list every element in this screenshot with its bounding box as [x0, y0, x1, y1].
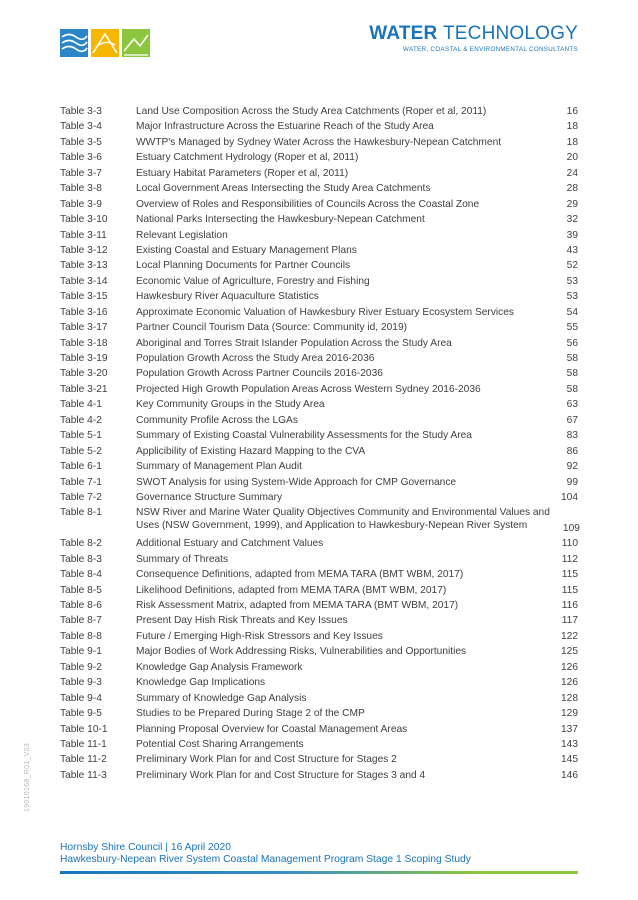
toc-entry-title: Overview of Roles and Responsibilities of Councils Across the Coastal Zone — [136, 198, 480, 210]
toc-entry-page: 18 — [566, 121, 578, 133]
toc-entry[interactable] — [60, 228, 578, 243]
toc-entry-page: 58 — [566, 353, 578, 364]
toc-entry[interactable] — [60, 119, 578, 134]
toc-entry[interactable] — [60, 305, 578, 320]
toc-entry-title: Additional Estuary and Catchment Values — [136, 538, 324, 550]
toc-entry-number: Table 3-5 — [60, 136, 102, 148]
toc-entry[interactable] — [60, 243, 578, 258]
toc-entry-page: 146 — [561, 769, 578, 781]
toc-entry-title-line: Uses (NSW Government, 1999), and Application to Hawkesbury-Nepean River System — [136, 520, 528, 532]
toc-entry-page: 20 — [566, 152, 578, 164]
toc-entry-number: Table 9-1 — [60, 646, 102, 658]
toc-entry[interactable] — [60, 552, 578, 567]
toc-entry-page: 125 — [561, 646, 578, 658]
toc-entry[interactable] — [60, 768, 578, 783]
toc-entry[interactable] — [60, 475, 578, 490]
toc-entry-number: Table 8-1 — [60, 507, 102, 519]
toc-entry-number: Table 3-12 — [60, 244, 108, 256]
toc-entry-title: Preliminary Work Plan for and Cost Structure for Stages 2 — [136, 754, 397, 766]
toc-entry-number: Table 9-5 — [60, 708, 102, 720]
toc-entry-number: Table 4-1 — [60, 399, 102, 411]
toc-entry[interactable] — [60, 428, 578, 443]
toc-entry-number: Table 9-4 — [60, 692, 102, 704]
toc-entry-number: Table 3-9 — [60, 198, 102, 210]
toc-entry-page: 92 — [566, 461, 578, 473]
toc-entry-title: Major Infrastructure Across the Estuarine Reach of the Study Area — [136, 121, 434, 133]
toc-entry-title: Studies to be Prepared During Stage 2 of the CMP — [136, 708, 365, 720]
toc-entry-title: Consequence Definitions, adapted from MEMA TARA (BMT WBM, 2017) — [136, 569, 464, 581]
logo-tile-blue — [60, 29, 88, 57]
toc-entry-page: 99 — [566, 476, 578, 488]
toc-entry[interactable] — [60, 644, 578, 659]
toc-entry-number: Table 3-13 — [60, 260, 108, 272]
toc-entry[interactable] — [60, 675, 578, 690]
toc-entry-title — [136, 505, 550, 532]
toc-entry-title: Major Bodies of Work Addressing Risks, Vulnerabilities and Opportunities — [136, 646, 467, 658]
toc-entry[interactable] — [60, 490, 578, 505]
toc-entry-title: WWTP's Managed by Sydney Water Across the Hawkesbury-Nepean Catchment — [136, 136, 502, 148]
toc-entry[interactable] — [60, 351, 578, 366]
toc-entry-title: Population Growth Across Partner Councils 2016-2036 — [136, 368, 383, 380]
toc-entry-page: 32 — [566, 214, 578, 226]
toc-entry-page: 54 — [566, 306, 578, 318]
toc-entry-title: Preliminary Work Plan for and Cost Structure for Stages 3 and 4 — [136, 769, 426, 781]
page-footer — [60, 842, 471, 866]
toc-entry-page: 104 — [561, 491, 578, 503]
toc-entry-title: Local Planning Documents for Partner Councils — [136, 260, 351, 272]
toc-entry-page: 110 — [561, 538, 578, 550]
toc-entry-number: Table 11-3 — [60, 769, 107, 781]
toc-entry-title: Key Community Groups in the Study Area — [136, 399, 325, 411]
toc-entry-page: 24 — [566, 167, 578, 179]
toc-entry-title: Planning Proposal Overview for Coastal Management Areas — [136, 723, 408, 735]
brand-wordmark — [369, 24, 578, 53]
toc-entry-title: Population Growth Across the Study Area 2016-2036 — [136, 353, 375, 364]
toc-entry[interactable] — [60, 706, 578, 721]
brand-name-bold: WATER — [369, 23, 438, 44]
toc-entry-page: 115 — [561, 584, 578, 596]
toc-entry-title: Estuary Catchment Hydrology (Roper et al, 2011) — [136, 152, 359, 164]
toc-entry[interactable] — [60, 660, 578, 675]
toc-entry-page: 116 — [561, 600, 578, 612]
toc-entry-title: Relevant Legislation — [136, 229, 228, 241]
toc-entry[interactable] — [60, 135, 578, 150]
toc-entry-title: Summary of Knowledge Gap Analysis — [136, 692, 307, 704]
toc-entry-title: Projected High Growth Population Areas Across Western Sydney 2016-2036 — [136, 383, 481, 395]
toc-entry-number: Table 8-8 — [60, 630, 102, 642]
toc-entry[interactable] — [60, 505, 578, 536]
toc-entry-number: Table 8-2 — [60, 538, 102, 550]
toc-entry-title: National Parks Intersecting the Hawkesbury-Nepean Catchment — [136, 214, 425, 226]
toc-entry-number: Table 7-1 — [60, 476, 102, 488]
toc-entry[interactable] — [60, 197, 578, 212]
toc-entry[interactable] — [60, 166, 578, 181]
toc-entry-page: 29 — [566, 198, 578, 210]
toc-entry-number: Table 3-16 — [60, 306, 108, 318]
toc-entry-number: Table 5-1 — [60, 430, 102, 442]
toc-entry-title: Potential Cost Sharing Arrangements — [136, 738, 304, 750]
toc-entry-title: Local Government Areas Intersecting the Study Area Catchments — [136, 183, 431, 195]
toc-entry[interactable] — [60, 536, 578, 551]
toc-entry[interactable] — [60, 397, 578, 412]
toc-entry-number: Table 8-6 — [60, 600, 102, 612]
toc-entry[interactable] — [60, 336, 578, 351]
toc-entry-number: Table 8-4 — [60, 569, 102, 581]
toc-entry-title: Existing Coastal and Estuary Management Plans — [136, 244, 357, 256]
toc-entry-title: Future / Emerging High-Risk Stressors and Key Issues — [136, 630, 383, 642]
toc-entry-title: Applicibility of Existing Hazard Mapping to the CVA — [136, 445, 366, 457]
company-logo — [60, 29, 150, 57]
toc-entry-number: Table 6-1 — [60, 461, 102, 473]
toc-entry-number: Table 4-2 — [60, 414, 102, 426]
toc-entry-number: Table 3-21 — [60, 383, 108, 395]
toc-entry-page: 18 — [566, 136, 578, 148]
footer-line-title: Hawkesbury-Nepean River System Coastal Management Program Stage 1 Scoping Study — [60, 854, 471, 865]
toc-entry[interactable] — [60, 722, 578, 737]
brand-tagline: WATER, COASTAL & ENVIRONMENTAL CONSULTANTS — [402, 46, 578, 53]
logo-tile-green — [122, 29, 150, 57]
toc-entry-title: Economic Value of Agriculture, Forestry and Fishing — [136, 275, 370, 287]
toc-entry-page: 63 — [566, 399, 578, 411]
footer-line-client: Hornsby Shire Council | 16 April 2020 — [60, 842, 231, 853]
toc-entry-title: Community Profile Across the LGAs — [136, 414, 298, 426]
toc-entry-number: Table 9-3 — [60, 677, 102, 689]
toc-entry[interactable] — [60, 320, 578, 335]
toc-entry-title: Approximate Economic Valuation of Hawkesbury River Estuary Ecosystem Services — [136, 306, 515, 318]
toc-entry-page: 115 — [561, 569, 578, 581]
footer-rule — [60, 871, 578, 874]
toc-entry[interactable] — [60, 629, 578, 644]
toc-entry[interactable] — [60, 181, 578, 196]
toc-entry[interactable] — [60, 691, 578, 706]
toc-entry[interactable] — [60, 289, 578, 304]
toc-entry-title: Knowledge Gap Implications — [136, 677, 266, 689]
toc-entry[interactable] — [60, 212, 578, 227]
toc-entry-page: 56 — [566, 337, 578, 349]
toc-entry-title: Summary of Management Plan Audit — [136, 461, 302, 473]
toc-entry[interactable] — [60, 444, 578, 459]
toc-entry-title: Estuary Habitat Parameters (Roper et al, 2011) — [136, 167, 349, 179]
logo-tile-yellow — [91, 29, 119, 57]
toc-entry-number: Table 10-1 — [60, 723, 108, 735]
toc-entry-number: Table 8-3 — [60, 553, 102, 565]
toc-entry-title: Governance Structure Summary — [136, 491, 283, 503]
toc-entry-page: 83 — [566, 430, 578, 442]
toc-entry-number: Table 3-14 — [60, 275, 108, 287]
toc-entry-number: Table 3-18 — [60, 337, 108, 349]
toc-entry-page: 126 — [561, 661, 578, 673]
toc-entry[interactable] — [60, 737, 578, 752]
toc-entry-page: 55 — [566, 322, 578, 334]
toc-entry-title: Aboriginal and Torres Strait Islander Population Across the Study Area — [136, 337, 452, 349]
toc-entry[interactable] — [60, 752, 578, 767]
toc-entry[interactable] — [60, 274, 578, 289]
toc-entry-title: Present Day Hish Risk Threats and Key Issues — [136, 615, 348, 627]
toc-entry[interactable] — [60, 413, 578, 428]
toc-entry-page: 58 — [566, 383, 578, 395]
brand-name — [369, 24, 578, 44]
toc-entry-number: Table 3-3 — [60, 106, 102, 117]
toc-entry-page: 67 — [566, 414, 578, 426]
toc-entry[interactable] — [60, 150, 578, 165]
toc-entry-page: 53 — [566, 291, 578, 303]
toc-entry-page: 129 — [561, 708, 578, 720]
toc-entry[interactable] — [60, 567, 578, 582]
toc-entry-title: Likelihood Definitions, adapted from MEMA TARA (BMT WBM, 2017) — [136, 584, 447, 596]
toc-entry-number: Table 3-19 — [60, 353, 108, 364]
toc-entry-number: Table 8-7 — [60, 615, 102, 627]
toc-entry-number: Table 7-2 — [60, 491, 102, 503]
brand-name-light: TECHNOLOGY — [442, 23, 578, 44]
toc-entry-page: 137 — [561, 723, 578, 735]
toc-entry-page: 53 — [566, 275, 578, 287]
toc-entry[interactable] — [60, 583, 578, 598]
toc-entry-page: 143 — [561, 738, 578, 750]
toc-entry-number: Table 11-1 — [60, 738, 107, 750]
toc-entry-number: Table 3-11 — [60, 229, 107, 241]
toc-entry-number: Table 3-15 — [60, 291, 108, 303]
toc-entry-number: Table 9-2 — [60, 661, 102, 673]
toc-entry-page: 39 — [566, 229, 578, 241]
toc-entry-number: Table 3-6 — [60, 152, 102, 164]
toc-entry-number: Table 3-20 — [60, 368, 108, 380]
toc-entry-number: Table 11-2 — [60, 754, 107, 766]
toc-entry-page: 112 — [561, 553, 578, 565]
toc-entry[interactable] — [60, 613, 578, 628]
toc-entry-page: 16 — [566, 106, 578, 117]
toc-entry-page: 58 — [566, 368, 578, 380]
toc-entry-page: 52 — [566, 260, 578, 272]
toc-entry-number: Table 3-7 — [60, 167, 102, 179]
toc-entry-title: Knowledge Gap Analysis Framework — [136, 661, 303, 673]
toc-entry-page: 109 — [562, 523, 580, 535]
toc-entry[interactable] — [60, 366, 578, 381]
toc-entry-page: 145 — [561, 754, 578, 766]
list-of-tables — [60, 104, 578, 783]
toc-entry-title: SWOT Analysis for using System-Wide Approach for CMP Governance — [136, 476, 457, 488]
toc-entry-page: 126 — [561, 677, 578, 689]
toc-entry-number: Table 3-10 — [60, 214, 108, 226]
toc-entry[interactable] — [60, 382, 578, 397]
toc-entry-title: Land Use Composition Across the Study Area Catchments (Roper et al, 2011) — [136, 106, 487, 117]
toc-entry-title: Hawkesbury River Aquaculture Statistics — [136, 291, 319, 303]
toc-entry-page: 43 — [566, 244, 578, 256]
toc-entry[interactable] — [60, 258, 578, 273]
toc-entry-number: Table 3-17 — [60, 322, 108, 334]
toc-entry-number: Table 3-4 — [60, 121, 102, 133]
toc-entry-page: 128 — [561, 692, 578, 704]
toc-entry[interactable] — [60, 459, 578, 474]
toc-entry-page: 86 — [566, 445, 578, 457]
toc-entry-title: Partner Council Tourism Data (Source: Community id, 2019) — [136, 322, 408, 334]
toc-entry-title: Summary of Existing Coastal Vulnerability Assessments for the Study Area — [136, 430, 472, 442]
toc-entry[interactable] — [60, 598, 578, 613]
toc-entry[interactable] — [60, 104, 578, 119]
document-reference: 19010168_R01_V03 — [24, 742, 31, 812]
toc-entry-number: Table 8-5 — [60, 584, 102, 596]
toc-entry-number: Table 3-8 — [60, 183, 102, 195]
toc-entry-title-line: NSW River and Marine Water Quality Objectives Community and Environmental Values and — [136, 507, 550, 519]
toc-entry-title: Summary of Threats — [136, 553, 229, 565]
toc-entry-page: 117 — [561, 615, 578, 627]
toc-entry-page: 122 — [561, 630, 578, 642]
toc-entry-page: 28 — [566, 183, 578, 195]
toc-entry-title: Risk Assessment Matrix, adapted from MEMA TARA (BMT WBM, 2017) — [136, 600, 459, 612]
toc-entry-number: Table 5-2 — [60, 445, 102, 457]
